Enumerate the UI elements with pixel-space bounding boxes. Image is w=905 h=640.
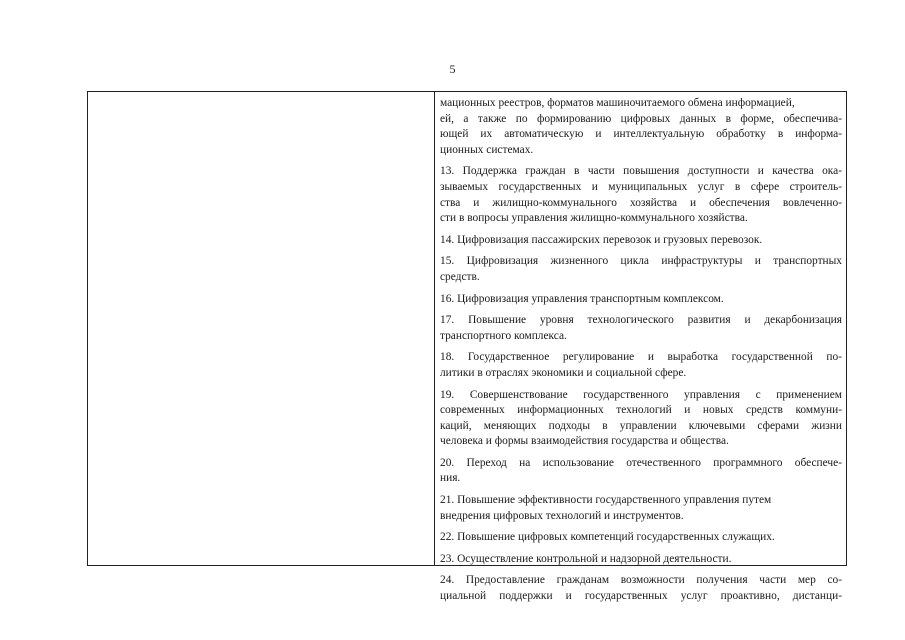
table-left-column	[88, 92, 435, 565]
list-item	[440, 350, 842, 381]
text-line: зываемых государственных и муниципальных услуг в сфере строитель-	[440, 180, 842, 193]
list-item	[440, 573, 842, 604]
text-line: 18. Государственное регулирование и выработка государственной по-	[440, 351, 842, 364]
document-table	[87, 91, 847, 603]
text-line: 23. Осуществление контрольной и надзорной деятельности.	[440, 552, 732, 565]
text-line: 16. Цифровизация управления транспортным комплексом.	[440, 292, 724, 305]
text-line: 19. Совершенствование государственного управления с применением	[440, 388, 842, 401]
text-line: 22. Повышение цифровых компетенций государственных служащих.	[440, 531, 775, 544]
text-line: ющей их автоматическую и интеллектуальную обработку в информа-	[440, 128, 842, 141]
text-line: 21. Повышение эффективности государственного управления путем	[440, 494, 772, 507]
text-line: 15. Цифровизация жизненного цикла инфраструктуры и транспортных	[440, 255, 842, 268]
text-line: ей, а также по формированию цифровых данных в форме, обеспечива-	[440, 112, 842, 125]
list-item	[440, 96, 842, 158]
text-line: современных информационных технологий и новых средств коммуни-	[440, 404, 842, 417]
page-number: 5	[449, 62, 456, 76]
text-line: ния.	[440, 472, 461, 485]
table-right-column	[435, 92, 846, 603]
list-item	[440, 292, 842, 308]
text-line: внедрения цифровых технологий и инструментов.	[440, 509, 684, 522]
text-line: ционных системах.	[440, 143, 534, 156]
text-line: 20. Переход на использование отечественного программного обеспече-	[440, 456, 842, 469]
list-item	[440, 493, 842, 524]
text-line: транспортного комплекса.	[440, 329, 567, 342]
list-item	[440, 254, 842, 285]
text-line: ства и жилищно-коммунального хозяйства и обеспечения вовлеченно-	[440, 196, 842, 209]
text-line: литики в отраслях экономики и социальной сфере.	[440, 366, 687, 379]
text-line: каций, меняющих подходы в управлении ключевыми сферами жизни	[440, 419, 842, 432]
text-line: 24. Предоставление гражданам возможности получения части мер со-	[440, 574, 842, 587]
text-line: циальной поддержки и государственных услуг проактивно, дистанци-	[440, 590, 842, 603]
text-line: человека и формы взаимодействия государства и общества.	[440, 435, 729, 448]
list-item	[440, 530, 842, 546]
list-item	[440, 233, 842, 249]
list-item	[440, 313, 842, 344]
text-line: 13. Поддержка граждан в части повышения доступности и качества ока-	[440, 165, 842, 178]
list-item	[440, 164, 842, 226]
list-item	[440, 388, 842, 450]
list-item	[440, 456, 842, 487]
text-line: сти в вопросы управления жилищно-коммунального хозяйства.	[440, 212, 748, 225]
text-line: 17. Повышение уровня технологического развития и декарбонизация	[440, 314, 842, 327]
text-line: средств.	[440, 270, 480, 283]
text-line: мационных реестров, форматов машиночитаемого обмена информацией,	[440, 97, 795, 109]
text-line: 14. Цифровизация пассажирских перевозок и грузовых перевозок.	[440, 233, 763, 246]
list-item	[440, 552, 842, 568]
